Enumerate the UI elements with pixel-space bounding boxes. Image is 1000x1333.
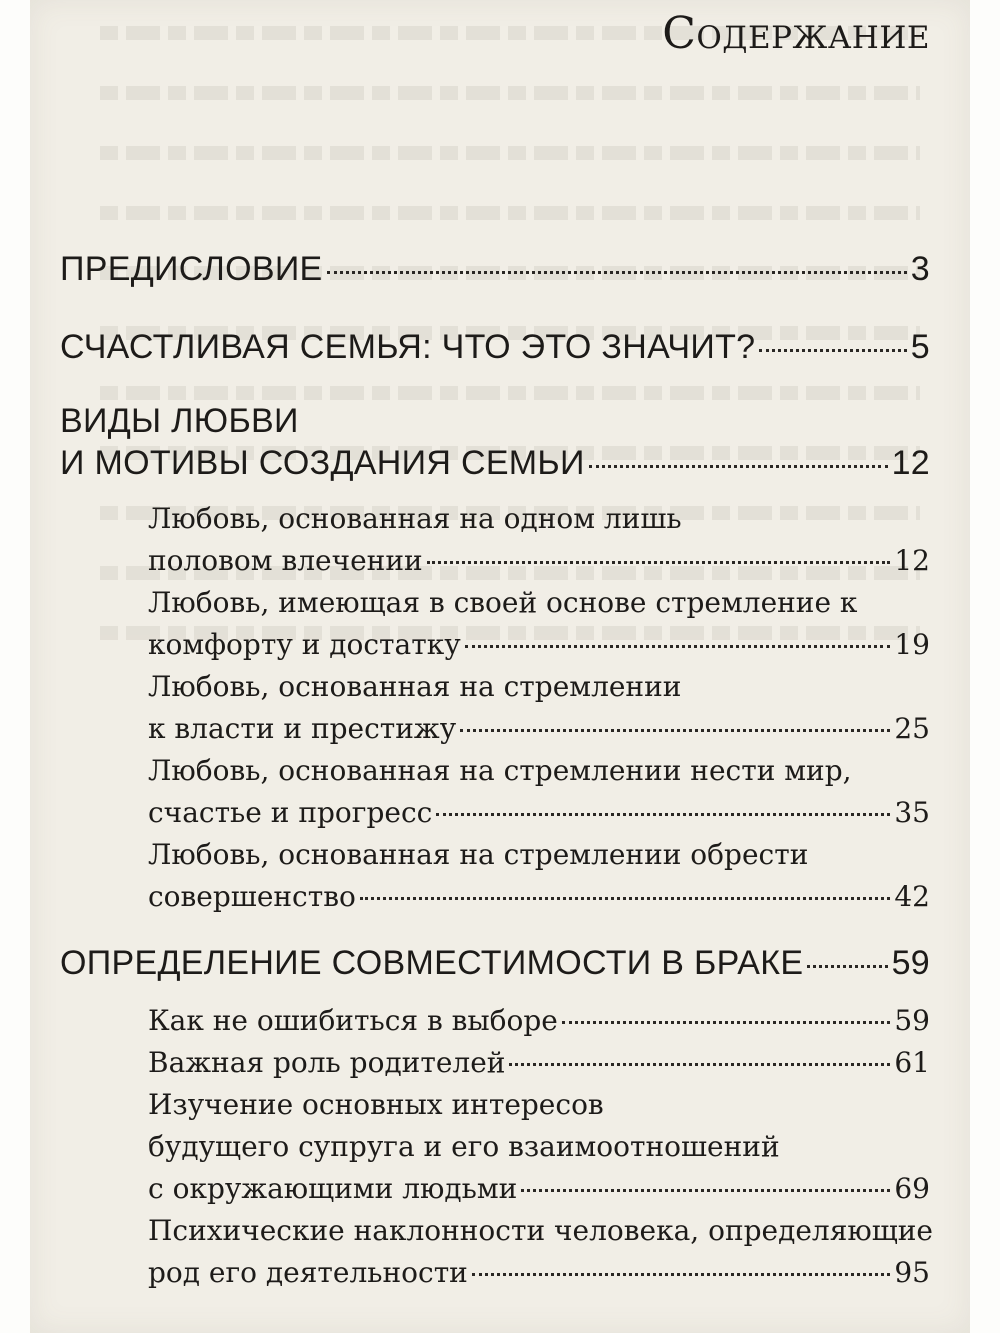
toc-entry-title: счастье и прогресс: [148, 796, 433, 829]
toc-page-number: 12: [894, 544, 930, 577]
toc-entry-title: половом влечении: [148, 544, 423, 577]
toc-entry-title: ОПРЕДЕЛЕНИЕ СОВМЕСТИМОСТИ В БРАКЕ: [60, 944, 804, 982]
page-title: Содержание: [662, 8, 930, 59]
toc-entry-happy-family: [60, 326, 930, 368]
toc-entry-compatibility: [60, 942, 930, 984]
toc-entry-title-line: будущего супруга и его взаимоотношений: [148, 1130, 780, 1163]
toc-page-number: 25: [894, 712, 930, 745]
toc-entry-title: СЧАСТЛИВАЯ СЕМЬЯ: ЧТО ЭТО ЗНАЧИТ?: [60, 328, 756, 366]
leader-dots: [436, 813, 890, 816]
toc-entry-title: с окружающими людьми: [148, 1172, 518, 1205]
leader-dots: [460, 729, 890, 732]
toc-entry-kinds-of-love: [60, 400, 930, 484]
leader-dots: [465, 645, 891, 648]
book-page: [30, 0, 970, 1333]
toc-entry-title-line: Любовь, основанная на одном лишь: [148, 502, 682, 535]
toc-subentry: [148, 834, 930, 918]
leader-dots: [360, 897, 891, 900]
toc-entry-title-line: Психические наклонности человека, определяющие: [148, 1214, 933, 1247]
toc-subentry: [148, 1000, 930, 1042]
toc-page-number: 42: [894, 880, 930, 913]
toc-entry-title-line: Любовь, основанная на стремлении обрести: [148, 838, 809, 871]
leader-dots: [807, 965, 887, 968]
toc-page-number: 61: [894, 1046, 930, 1079]
toc-page-number: 5: [910, 328, 930, 366]
toc-page-number: 19: [894, 628, 930, 661]
leader-dots: [509, 1063, 890, 1066]
toc-entry-title: Важная роль родителей: [148, 1046, 506, 1079]
toc-entry-title: комфорту и достатку: [148, 628, 461, 661]
toc-entry-title: И МОТИВЫ СОЗДАНИЯ СЕМЬИ: [60, 444, 585, 482]
leader-dots: [327, 271, 907, 274]
toc-entry-title: к власти и престижу: [148, 712, 457, 745]
toc-subentry: [148, 498, 930, 582]
toc-entry-title: Как не ошибиться в выборе: [148, 1004, 558, 1037]
toc-subentry: [148, 1084, 930, 1210]
toc-entry-title-line: Любовь, основанная на стремлении: [148, 670, 682, 703]
toc-page-number: 35: [894, 796, 930, 829]
toc-subentry: [148, 750, 930, 834]
leader-dots: [521, 1189, 890, 1192]
toc-subentry: [148, 1042, 930, 1084]
toc-entry-title-line: Изучение основных интересов: [148, 1088, 604, 1121]
toc-page-number: 59: [891, 944, 930, 982]
leader-dots: [562, 1021, 890, 1024]
leader-dots: [427, 561, 891, 564]
toc-entry-title-line: Любовь, основанная на стремлении нести мир,: [148, 754, 852, 787]
toc-page-number: 3: [910, 250, 930, 288]
toc-entry-title-line: Любовь, имеющая в своей основе стремление к: [148, 586, 858, 619]
toc-entry-title: ПРЕДИСЛОВИЕ: [60, 250, 323, 288]
toc-entry-preface: [60, 248, 930, 290]
toc-subentry: [148, 666, 930, 750]
leader-dots: [472, 1273, 891, 1276]
toc-subentry: [148, 582, 930, 666]
toc-subentry: [148, 1210, 933, 1294]
toc-page-number: 95: [894, 1256, 930, 1289]
leader-dots: [589, 465, 888, 468]
toc-entry-title-line: ВИДЫ ЛЮБВИ: [60, 402, 299, 440]
toc-entry-title: совершенство: [148, 880, 356, 913]
toc-page-number: 69: [894, 1172, 930, 1205]
leader-dots: [759, 349, 906, 352]
toc-entry-title: род его деятельности: [148, 1256, 468, 1289]
toc-page-number: 59: [894, 1004, 930, 1037]
toc-page-number: 12: [891, 444, 930, 482]
